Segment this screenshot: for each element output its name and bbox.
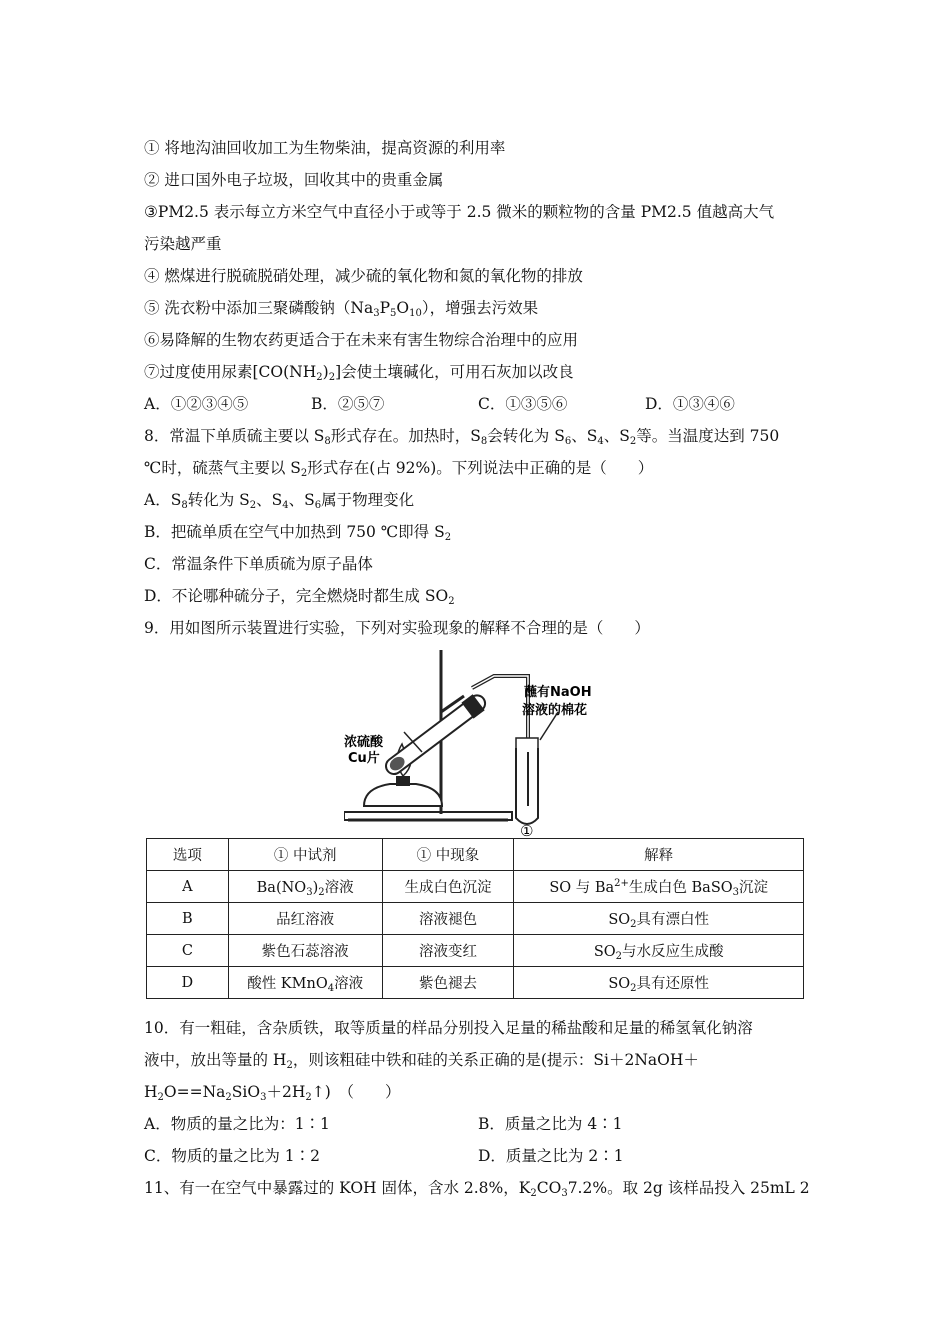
apparatus-figure [344, 648, 612, 838]
q10-stem-line3: $H_2O==Na_2SiO_3+2H_2↑$) （ ） [144, 1083, 401, 1103]
header-option: 选项 [147, 839, 229, 871]
q10-option-d: D．质量之比为 2∶1 [478, 1147, 624, 1165]
label-naoh: 蘸有NaOH [524, 685, 592, 700]
row-explanation: $SO_2$具有漂白性 [514, 903, 804, 935]
label-cu: Cu片 [348, 751, 380, 766]
q10-option-c: C．物质的量之比为 1∶2 [144, 1147, 321, 1165]
table-row [147, 871, 804, 903]
label-circle-1: ① [520, 822, 534, 838]
item-3-cont: 污染越严重 [144, 235, 222, 253]
q8-stem-line2: ℃时，硫蒸气主要以 $S_2$形式存在(占 92%)。下列说法中正确的是（ ） [144, 459, 654, 479]
reaction-test-tube [382, 691, 490, 779]
item-3: ③PM2.5 表示每立方米空气中直径小于或等于 2.5 微米的颗粒物的含量 PM2.5 值越高大气 [144, 203, 775, 221]
item-6: ⑥易降解的生物农药更适合于在未来有害生物综合治理中的应用 [144, 331, 579, 349]
q9-answer-table [146, 838, 804, 999]
q9-stem: 9．用如图所示装置进行实验，下列对实验现象的解释不合理的是（ ） [144, 619, 650, 637]
item-7: ⑦过度使用尿素$[CO(NH_2)_2]$会使土壤碱化，可用石灰加以改良 [144, 363, 574, 383]
table-row [147, 935, 804, 967]
row-reagent: 紫色石蕊溶液 [228, 935, 382, 967]
q8-stem-line1: 8．常温下单质硫主要以 $S_8$形式存在。加热时，$S_8$会转化为 $S_6$、$S_4$、$S_2$等。当温度达到 750 [144, 427, 780, 447]
row-explanation: $SO_2$与水反应生成酸 [514, 935, 804, 967]
table-header-row [147, 839, 804, 871]
q10-option-b: B．质量之比为 4∶1 [478, 1115, 623, 1133]
item-4: ④ 燃煤进行脱硫脱硝处理，减少硫的氧化物和氮的氧化物的排放 [144, 267, 583, 285]
label-cotton: 溶液的棉花 [522, 703, 588, 718]
row-explanation: SO 与 $Ba^{2+}$生成白色 BaSO$_3$沉淀 [514, 871, 804, 903]
row-option: B [147, 903, 229, 935]
q7-option-c: C．①③⑤⑥ [478, 395, 568, 413]
q7-option-b: B．②⑤⑦ [311, 395, 385, 413]
q10-option-a: A．物质的量之比为：1∶1 [144, 1115, 330, 1133]
row-option: A [147, 871, 229, 903]
item-5: ⑤ 洗衣粉中添加三聚磷酸钠$(Na_3P_5O_{10})$，增强去污效果 [144, 299, 539, 319]
table-row [147, 967, 804, 999]
alcohol-lamp [364, 784, 442, 806]
q7-option-d: D．①③④⑥ [645, 395, 735, 413]
row-explanation: $SO_2$具有还原性 [514, 967, 804, 999]
row-phenomenon: 溶液褪色 [382, 903, 514, 935]
q11-stem: 11、有一在空气中暴露过的 KOH 固体，含水 2.8%，$K_2CO_37.2\%$。取 2g 该样品投入 25mL 2 [144, 1179, 810, 1199]
table-row [147, 903, 804, 935]
q7-option-a: A．①②③④⑤ [144, 395, 249, 413]
lamp-wick-holder [396, 776, 410, 786]
row-reagent: $Ba(NO_3)_2$溶液 [228, 871, 382, 903]
q8-option-a: A．$S_8$转化为 $S_2$、$S_4$、$S_6$属于物理变化 [144, 491, 415, 511]
row-reagent: 品红溶液 [228, 903, 382, 935]
q8-option-d: D．不论哪种硫分子，完全燃烧时都生成 $SO_2$ [144, 587, 455, 607]
header-reagent: ① 中试剂 [228, 839, 382, 871]
row-reagent: 酸性 KMnO$_4$溶液 [228, 967, 382, 999]
q10-stem-line1: 10．有一粗硅，含杂质铁，取等质量的样品分别投入足量的稀盐酸和足量的稀氢氧化钠溶 [144, 1019, 753, 1037]
item-1: ① 将地沟油回收加工为生物柴油，提高资源的利用率 [144, 139, 506, 157]
row-phenomenon: 生成白色沉淀 [382, 871, 514, 903]
row-option: C [147, 935, 229, 967]
q8-option-c: C．常温条件下单质硫为原子晶体 [144, 555, 373, 573]
item-2: ② 进口国外电子垃圾，回收其中的贵重金属 [144, 171, 444, 189]
q8-option-b: B．把硫单质在空气中加热到 750 ℃即得 $S_2$ [144, 523, 452, 543]
row-option: D [147, 967, 229, 999]
header-phenomenon: ① 中现象 [382, 839, 514, 871]
row-phenomenon: 溶液变红 [382, 935, 514, 967]
row-phenomenon: 紫色褪去 [382, 967, 514, 999]
header-explanation: 解释 [514, 839, 804, 871]
label-acid: 浓硫酸 [344, 735, 384, 750]
q10-stem-line2: 液中，放出等量的 $H_2$，则该粗硅中铁和硅的关系正确的是(提示：Si＋2NaOH＋ [144, 1051, 699, 1071]
